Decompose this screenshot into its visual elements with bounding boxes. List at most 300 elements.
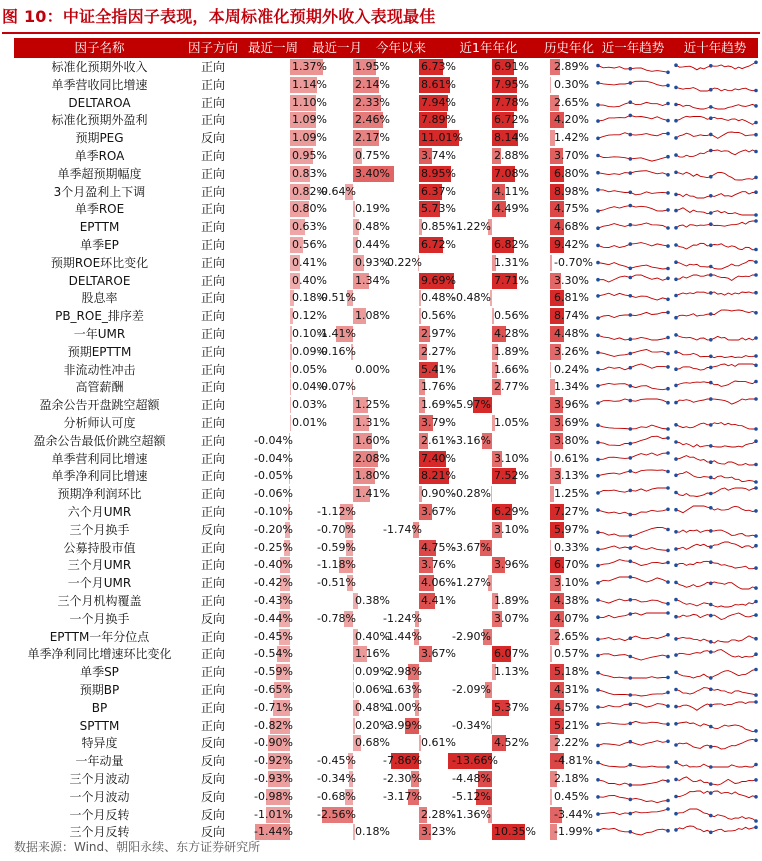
trend-10y-sparkline-marker — [754, 427, 758, 431]
factor-direction: 正向 — [200, 95, 225, 110]
trend-1y-sparkline-marker — [596, 654, 600, 658]
last-month-value: -0.68% — [317, 789, 356, 803]
trend-10y-sparkline — [674, 735, 758, 751]
trend-10y-sparkline-marker — [674, 85, 678, 89]
trend-10y-sparkline-line — [676, 335, 756, 340]
trend-1y-sparkline — [596, 486, 670, 502]
ytd-value: 4.41% — [421, 594, 456, 607]
factor-name: 三个月波动 — [69, 772, 130, 786]
trend-10y-sparkline-marker — [674, 350, 678, 354]
last-month-value: -1.12% — [317, 505, 356, 518]
last-month-value: -1.41% — [317, 327, 356, 340]
hist-annualized-value: 3.26% — [554, 344, 589, 358]
factor-name: 盈余公告开盘跳空超额 — [39, 398, 160, 413]
ytd-value: 2.27% — [421, 344, 456, 358]
trend-1y-sparkline-line — [598, 780, 668, 785]
last-week-value: -0.04% — [254, 451, 293, 465]
hist-annualized-value: 4.31% — [554, 683, 589, 696]
last-month-value: -0.78% — [317, 611, 356, 625]
trend-1y-sparkline-line — [598, 470, 668, 476]
trend-10y-sparkline-marker — [674, 401, 678, 405]
trend-10y-sparkline-marker — [709, 506, 713, 510]
trend-10y-sparkline-marker — [754, 739, 758, 743]
1y-annualized-bar — [491, 486, 492, 502]
1y-annualized-value: 2.88% — [494, 149, 529, 162]
1y-annualized-value: 6.29% — [494, 505, 529, 518]
ytd-value: 2.61% — [421, 433, 456, 447]
factor-direction: 正向 — [200, 718, 225, 733]
table-row — [14, 129, 758, 147]
trend-10y-sparkline-marker — [709, 149, 713, 153]
table-row — [14, 58, 758, 76]
1y-annualized-value: -1.27% — [452, 576, 491, 590]
last-month-value: 3.40% — [355, 166, 390, 180]
last-week-value: 1.37% — [292, 60, 327, 73]
trend-1y-sparkline — [596, 753, 670, 769]
trend-1y-sparkline-marker — [629, 67, 633, 71]
trend-10y-sparkline-marker — [674, 688, 678, 692]
trend-10y-sparkline-marker — [709, 291, 713, 295]
trend-1y-sparkline — [596, 735, 670, 751]
table-row — [14, 663, 758, 681]
last-month-value: 0.38% — [355, 594, 390, 607]
trend-1y-sparkline — [596, 219, 670, 235]
ytd-value: 8.95% — [421, 166, 456, 180]
factor-name: PB_ROE_排序差 — [55, 309, 144, 324]
table-row — [14, 503, 758, 521]
trend-10y-sparkline — [674, 184, 758, 200]
hist-annualized-value: 9.42% — [554, 238, 589, 251]
hist-annualized-value: 3.30% — [554, 273, 589, 287]
last-week-value: -0.45% — [254, 629, 293, 643]
trend-1y-sparkline-line — [598, 313, 668, 319]
trend-1y-sparkline-marker — [666, 676, 670, 680]
last-month-value: 1.31% — [355, 416, 390, 429]
trend-10y-sparkline-marker — [674, 316, 678, 320]
ytd-value: 4.75% — [421, 540, 456, 554]
table-row — [14, 111, 758, 129]
trend-10y-sparkline — [674, 290, 758, 306]
trend-10y-sparkline — [674, 557, 758, 573]
factor-name: 一个月波动 — [69, 789, 130, 804]
1y-annualized-value: -5.12% — [452, 789, 491, 803]
hist-annualized-value: 1.25% — [554, 487, 589, 501]
trend-1y-sparkline-line — [598, 509, 668, 514]
trend-1y-sparkline-line — [598, 399, 668, 403]
hist-annualized-value: 2.89% — [554, 60, 589, 73]
table-row — [14, 325, 758, 343]
ytd-value: 3.79% — [421, 416, 456, 429]
trend-1y-sparkline-marker — [629, 830, 633, 834]
trend-1y-sparkline-marker — [666, 798, 670, 802]
factor-name: 盈余公告最低价跳空超额 — [33, 433, 166, 448]
header-last-week: 最近一周 — [247, 40, 298, 55]
trend-10y-sparkline — [674, 807, 758, 823]
last-week-value: 0.82% — [292, 184, 327, 198]
trend-1y-sparkline-marker — [666, 365, 670, 369]
ytd-value: -1.63% — [383, 683, 422, 696]
trend-10y-sparkline-marker — [709, 603, 713, 607]
trend-1y-sparkline-marker — [629, 365, 633, 369]
factor-direction: 正向 — [200, 255, 225, 270]
trend-1y-sparkline-line — [598, 809, 668, 815]
1y-annualized-value: 4.11% — [494, 184, 529, 198]
trend-1y-sparkline — [596, 184, 670, 200]
trend-1y-sparkline — [596, 468, 670, 484]
last-month-value: 1.08% — [355, 309, 390, 323]
trend-1y-sparkline-marker — [666, 602, 670, 606]
ytd-value: -2.98% — [383, 665, 422, 679]
trend-10y-sparkline-line — [676, 423, 756, 429]
trend-1y-sparkline-line — [598, 116, 668, 122]
trend-10y-sparkline-marker — [709, 476, 713, 480]
last-week-value: -0.20% — [254, 522, 293, 536]
trend-10y-sparkline-marker — [674, 209, 678, 213]
factor-name: 单季SP — [80, 665, 119, 680]
ytd-value: 7.40% — [421, 451, 456, 465]
factor-direction: 正向 — [200, 469, 225, 484]
table-row — [14, 788, 758, 806]
factor-direction: 反向 — [200, 611, 225, 626]
ytd-value: -1.44% — [383, 629, 422, 643]
trend-10y-sparkline-marker — [709, 365, 713, 369]
trend-10y-sparkline-line — [676, 530, 756, 536]
trend-1y-sparkline-marker — [666, 208, 670, 212]
last-week-value: -0.65% — [254, 683, 293, 696]
trend-1y-sparkline-line — [598, 133, 668, 139]
trend-1y-sparkline-line — [598, 545, 668, 550]
trend-1y-sparkline-line — [598, 189, 668, 194]
trend-1y-sparkline-marker — [629, 223, 633, 227]
factor-name: 单季营利同比增速 — [51, 451, 148, 466]
trend-10y-sparkline-marker — [754, 175, 758, 179]
trend-1y-sparkline-marker — [629, 351, 633, 355]
hist-annualized-value: 3.13% — [554, 469, 589, 483]
trend-1y-sparkline-marker — [596, 705, 600, 709]
trend-10y-sparkline-line — [676, 613, 756, 620]
title-divider — [2, 32, 760, 34]
trend-1y-sparkline-marker — [666, 311, 670, 315]
trend-10y-sparkline-line — [676, 292, 756, 296]
trend-10y-sparkline-marker — [754, 260, 758, 264]
factor-name: 单季ROE — [74, 202, 125, 217]
hist-annualized-value: 3.96% — [554, 398, 589, 412]
factor-direction: 正向 — [200, 629, 225, 644]
trend-10y-sparkline-marker — [754, 509, 758, 513]
trend-10y-sparkline-marker — [674, 761, 678, 765]
trend-1y-sparkline-line — [598, 335, 668, 340]
trend-10y-sparkline-line — [676, 472, 756, 482]
trend-10y-sparkline-marker — [709, 791, 713, 795]
trend-10y-sparkline — [674, 611, 758, 627]
trend-1y-sparkline-marker — [596, 277, 600, 281]
trend-10y-sparkline-marker — [674, 192, 678, 196]
trend-1y-sparkline-marker — [629, 337, 633, 341]
trend-10y-sparkline-marker — [674, 63, 678, 67]
trend-1y-sparkline — [596, 575, 670, 591]
trend-10y-sparkline-line — [676, 132, 756, 138]
table-row — [14, 485, 758, 503]
ytd-value: 1.76% — [421, 380, 456, 394]
trend-1y-sparkline — [596, 629, 670, 645]
trend-10y-sparkline-marker — [709, 529, 713, 533]
ytd-value: 2.97% — [421, 327, 456, 340]
trend-10y-sparkline-line — [676, 777, 756, 785]
trend-1y-sparkline-marker — [666, 155, 670, 159]
trend-10y-sparkline — [674, 575, 758, 591]
trend-1y-sparkline-marker — [596, 401, 600, 405]
last-month-value: 2.46% — [355, 113, 390, 127]
header-ytd: 今年以来 — [375, 40, 426, 55]
1y-annualized-value: 3.07% — [494, 611, 529, 625]
trend-10y-sparkline — [674, 166, 758, 182]
trend-10y-sparkline — [674, 201, 758, 217]
1y-annualized-value: -0.28% — [452, 487, 491, 501]
trend-10y-sparkline-marker — [754, 397, 758, 401]
trend-1y-sparkline — [596, 273, 670, 289]
table-row — [14, 254, 758, 272]
trend-1y-sparkline-marker — [596, 384, 600, 388]
hist-annualized-bar — [550, 789, 552, 805]
trend-10y-sparkline-line — [676, 826, 756, 832]
ytd-value: -3.17% — [383, 789, 422, 803]
table-row — [14, 361, 758, 379]
hist-annualized-bar — [550, 362, 551, 378]
hist-annualized-value: 2.65% — [554, 95, 589, 109]
trend-10y-sparkline-marker — [709, 724, 713, 728]
1y-annualized-bar — [491, 718, 492, 734]
trend-10y-sparkline-marker — [674, 654, 678, 658]
trend-1y-sparkline-marker — [629, 612, 633, 616]
trend-10y-sparkline-marker — [709, 212, 713, 216]
hist-annualized-value: 3.10% — [554, 576, 589, 590]
trend-10y-sparkline-marker — [709, 831, 713, 835]
trend-1y-sparkline — [596, 593, 670, 609]
factor-direction: 反向 — [200, 807, 225, 822]
trend-1y-sparkline — [596, 237, 670, 253]
last-month-value: 1.25% — [355, 398, 390, 412]
ytd-value: 6.37% — [421, 184, 456, 198]
trend-10y-sparkline-marker — [754, 763, 758, 767]
factor-name: 单季净利同比增速 — [51, 469, 148, 484]
factor-direction: 正向 — [200, 451, 225, 466]
trend-10y-sparkline — [674, 77, 758, 93]
trend-1y-sparkline-marker — [629, 598, 633, 602]
factor-direction: 正向 — [200, 327, 225, 341]
trend-1y-sparkline — [596, 718, 670, 734]
last-month-value: -0.45% — [317, 754, 356, 768]
trend-1y-sparkline-marker — [666, 508, 670, 512]
table-row — [14, 610, 758, 628]
trend-1y-sparkline-marker — [666, 266, 670, 270]
factor-name: 一年UMR — [73, 327, 126, 341]
last-month-value: 0.09% — [355, 665, 390, 679]
trend-10y-sparkline-marker — [754, 600, 758, 604]
factor-name: DELTAROE — [68, 273, 131, 288]
trend-1y-sparkline-line — [598, 829, 668, 836]
trend-1y-sparkline-marker — [596, 671, 600, 675]
trend-1y-sparkline-marker — [596, 637, 600, 641]
trend-1y-sparkline-marker — [666, 427, 670, 431]
trend-10y-sparkline-line — [676, 243, 756, 250]
hist-annualized-value: 4.48% — [554, 327, 589, 340]
trend-1y-sparkline — [596, 807, 670, 823]
ytd-value: 3.74% — [421, 149, 456, 162]
trend-10y-sparkline-marker — [674, 277, 678, 281]
last-week-value: 1.09% — [292, 131, 327, 145]
trend-10y-sparkline-marker — [674, 367, 678, 371]
trend-10y-sparkline-marker — [754, 133, 758, 137]
1y-annualized-value: 7.78% — [494, 95, 529, 109]
trend-10y-sparkline-marker — [674, 547, 678, 551]
last-week-value: 0.56% — [292, 238, 327, 251]
factor-direction: 正向 — [200, 362, 225, 377]
trend-1y-sparkline-marker — [596, 188, 600, 192]
factor-direction: 正向 — [200, 683, 225, 697]
trend-1y-sparkline-marker — [596, 547, 600, 551]
trend-10y-sparkline-marker — [674, 102, 678, 106]
table-row — [14, 734, 758, 752]
trend-10y-sparkline-marker — [709, 194, 713, 198]
trend-1y-sparkline-marker — [596, 423, 600, 427]
trend-1y-sparkline-marker — [629, 100, 633, 104]
trend-1y-sparkline-marker — [629, 204, 633, 208]
ytd-value: 8.61% — [421, 77, 456, 91]
1y-annualized-value: 6.91% — [494, 60, 529, 73]
trend-10y-sparkline — [674, 718, 758, 734]
last-week-value: 0.18% — [292, 291, 327, 305]
last-month-value: 0.48% — [355, 700, 390, 714]
last-month-value: 1.16% — [355, 647, 390, 661]
trend-1y-sparkline-marker — [596, 103, 600, 107]
trend-10y-sparkline-marker — [754, 613, 758, 617]
factor-direction: 反向 — [200, 772, 225, 786]
trend-10y-sparkline-marker — [754, 88, 758, 92]
trend-1y-sparkline — [596, 344, 670, 360]
last-week-value: 0.04% — [292, 380, 327, 394]
trend-1y-sparkline — [596, 148, 670, 164]
trend-10y-sparkline-marker — [754, 336, 758, 340]
trend-1y-sparkline — [596, 130, 670, 146]
1y-annualized-value: 3.96% — [494, 558, 529, 572]
factor-name: 预期EPTTM — [67, 344, 132, 359]
trend-10y-sparkline — [674, 148, 758, 164]
header-1y-trend: 近一年趋势 — [601, 40, 665, 55]
factor-name: DELTAROA — [68, 95, 131, 110]
trend-1y-sparkline-marker — [596, 688, 600, 692]
hist-annualized-bar — [550, 646, 552, 662]
trend-10y-sparkline-line — [676, 582, 756, 589]
trend-1y-sparkline-line — [598, 453, 668, 460]
trend-10y-sparkline-marker — [754, 543, 758, 547]
1y-annualized-value: -0.48% — [452, 291, 491, 305]
trend-10y-sparkline-marker — [709, 175, 713, 179]
figure-title: 图 10：中证全指因子表现，本周标准化预期外收入表现最佳 — [2, 7, 436, 26]
trend-10y-sparkline-line — [676, 441, 756, 447]
header-10y-trend: 近十年趋势 — [683, 40, 747, 55]
factor-direction: 正向 — [200, 202, 225, 217]
trend-10y-sparkline-marker — [674, 170, 678, 174]
trend-1y-sparkline — [596, 771, 670, 787]
table-row — [14, 343, 758, 361]
trend-1y-sparkline-line — [598, 223, 668, 228]
factor-direction: 正向 — [200, 576, 225, 591]
trend-10y-sparkline-marker — [754, 795, 758, 799]
trend-10y-sparkline-line — [676, 650, 756, 658]
trend-1y-sparkline-marker — [629, 266, 633, 270]
trend-1y-sparkline-marker — [596, 491, 600, 495]
trend-1y-sparkline-marker — [666, 244, 670, 248]
factor-name: SPTTM — [79, 718, 120, 733]
ytd-value: 2.28% — [421, 807, 456, 821]
hist-annualized-value: 0.61% — [554, 451, 589, 465]
ytd-value: 3.76% — [421, 558, 456, 572]
trend-1y-sparkline — [596, 77, 670, 93]
trend-10y-sparkline — [674, 95, 758, 111]
trend-1y-sparkline-marker — [629, 811, 633, 815]
trend-10y-sparkline-marker — [709, 582, 713, 586]
trend-10y-sparkline-line — [676, 670, 756, 679]
last-week-value: 0.63% — [292, 220, 327, 234]
trend-10y-sparkline — [674, 415, 758, 431]
trend-1y-sparkline-marker — [629, 763, 633, 767]
trend-10y-sparkline-line — [676, 208, 756, 215]
trend-1y-sparkline-marker — [629, 81, 633, 85]
factor-direction: 反向 — [200, 789, 225, 804]
last-week-value: -0.44% — [254, 611, 293, 625]
trend-10y-sparkline — [674, 540, 758, 556]
trend-10y-sparkline-marker — [709, 273, 713, 277]
last-week-value: 1.10% — [292, 95, 327, 109]
trend-1y-sparkline-marker — [596, 761, 600, 765]
last-week-value: -0.98% — [254, 789, 293, 803]
last-week-value: -0.06% — [254, 487, 293, 501]
trend-10y-sparkline-marker — [754, 61, 758, 65]
trend-10y-sparkline-marker — [674, 423, 678, 427]
trend-10y-sparkline-line — [676, 310, 756, 318]
trend-1y-sparkline-marker — [666, 655, 670, 659]
hist-annualized-value: 0.33% — [554, 540, 589, 554]
trend-1y-sparkline-marker — [666, 132, 670, 136]
factor-direction: 正向 — [200, 700, 225, 715]
last-month-value: 0.68% — [355, 736, 390, 750]
factor-name: EPTTM — [79, 220, 120, 235]
trend-1y-sparkline — [596, 59, 670, 75]
hist-annualized-value: 6.70% — [554, 558, 589, 572]
trend-1y-sparkline-line — [598, 703, 668, 707]
last-week-value: -0.05% — [254, 469, 293, 483]
ytd-value: 7.89% — [421, 113, 456, 127]
ytd-value: 11.01% — [421, 131, 463, 145]
factor-direction: 正向 — [200, 113, 225, 128]
ytd-value: 3.23% — [421, 825, 456, 839]
last-month-value: -0.51% — [317, 291, 356, 305]
trend-1y-sparkline-marker — [629, 636, 633, 640]
1y-annualized-value: 2.77% — [494, 380, 529, 394]
1y-annualized-value: 8.14% — [494, 131, 529, 145]
table-row — [14, 681, 758, 699]
hist-annualized-value: 4.75% — [554, 202, 589, 216]
ytd-value: 3.67% — [421, 647, 456, 661]
trend-10y-sparkline — [674, 771, 758, 787]
trend-10y-sparkline-marker — [709, 703, 713, 707]
trend-1y-sparkline — [596, 308, 670, 324]
trend-10y-sparkline-marker — [754, 248, 758, 252]
trend-1y-sparkline-marker — [596, 722, 600, 726]
factor-name: 预期BP — [79, 683, 120, 697]
trend-1y-sparkline-marker — [666, 548, 670, 552]
trend-10y-sparkline-line — [676, 117, 756, 125]
